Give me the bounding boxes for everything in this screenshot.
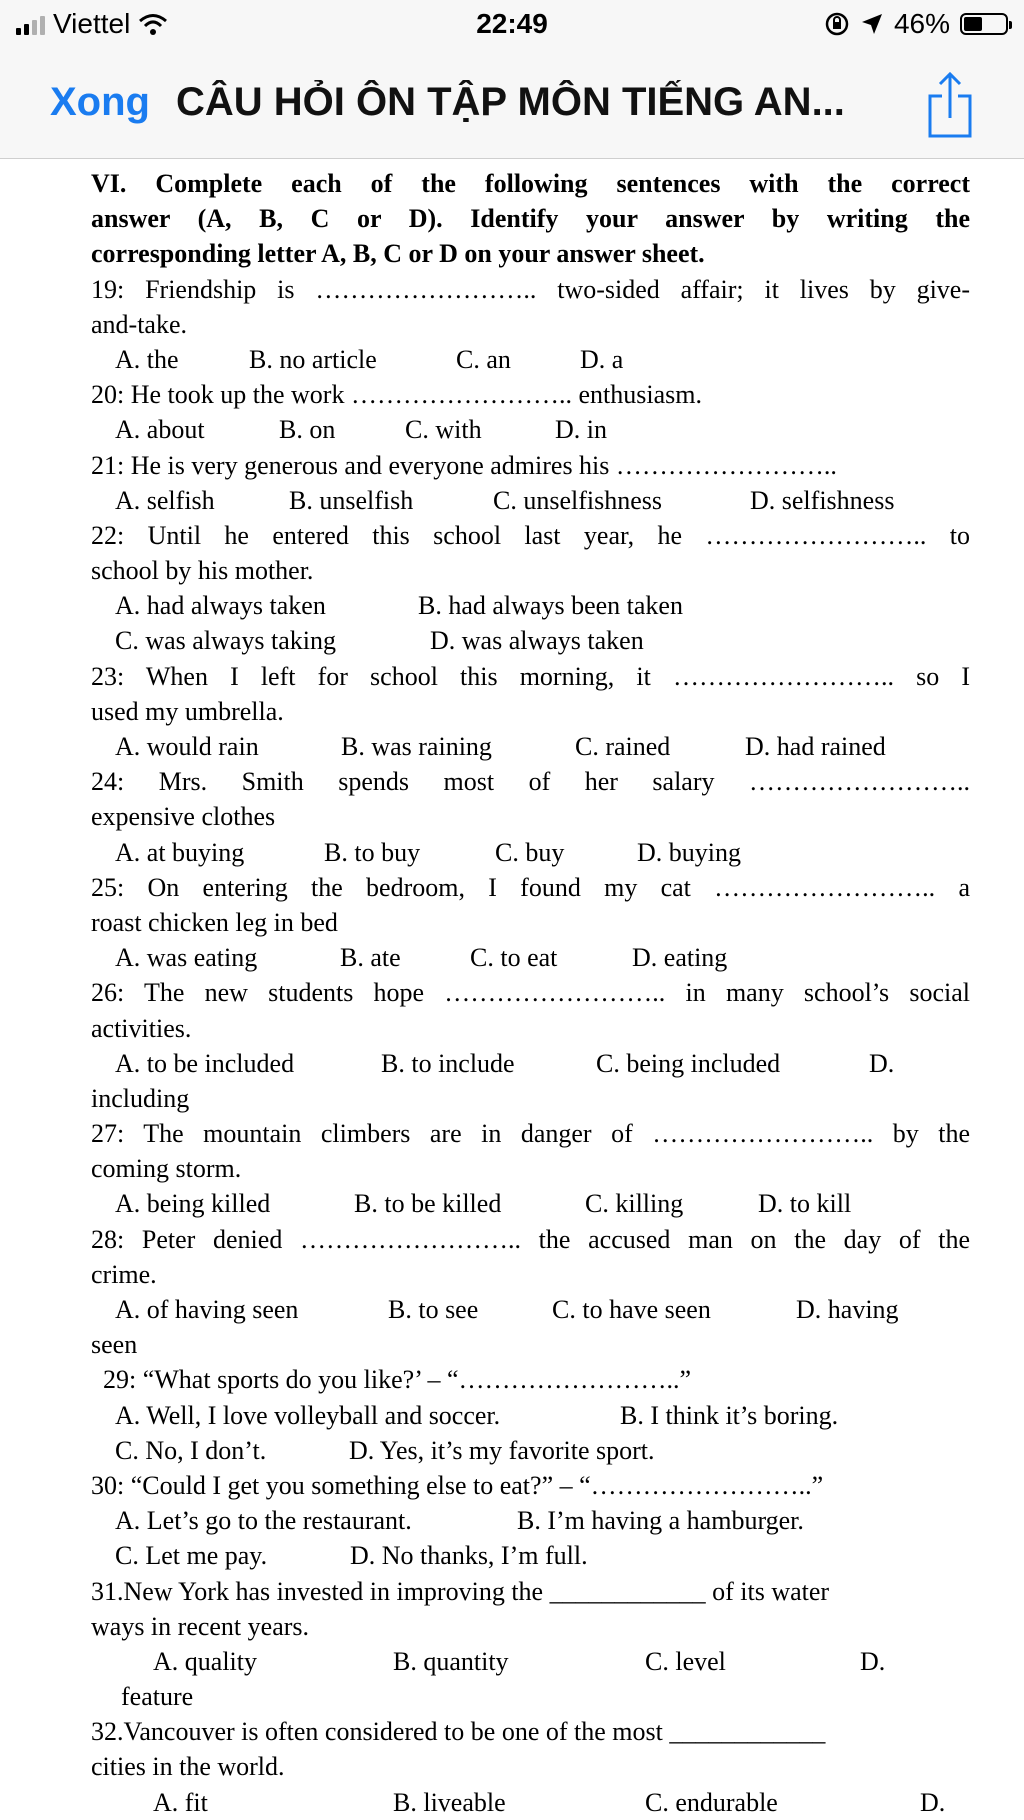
question-30: 30: “Could I get you something else to eat?” – “……………………..”	[91, 1470, 824, 1500]
option-c: C. an	[456, 344, 511, 374]
options-26	[91, 1046, 970, 1081]
question-22-cont: school by his mother.	[91, 556, 314, 586]
option-c: C. being included	[596, 1048, 781, 1078]
answer-blank: ____________	[549, 1576, 706, 1606]
instruction-line: answer (A, B, C or D). Identify your answer by writing the	[91, 204, 970, 234]
options-32	[91, 1785, 970, 1820]
option-c: C. endurable	[645, 1787, 778, 1817]
battery-percent: 46%	[893, 8, 950, 39]
option-d: D. to kill	[758, 1189, 852, 1219]
option-b: B. to be killed	[354, 1189, 502, 1219]
question-19-cont: and-take.	[91, 309, 188, 339]
option-b: B. no article	[249, 344, 377, 374]
options-27	[91, 1186, 970, 1221]
option-d: D. in	[555, 415, 607, 445]
option-a: A. at buying	[115, 837, 245, 867]
question-22: 22: Until he entered this school last year, he …………………….. to	[91, 520, 970, 550]
question-31-cont: ways in recent years.	[91, 1611, 310, 1641]
options-30	[91, 1503, 970, 1538]
options-23	[91, 729, 970, 764]
option-d: D. selfishness	[750, 485, 895, 515]
option-a: A. about	[115, 415, 205, 445]
option-b: B. was raining	[341, 732, 492, 761]
option-c: C. killing	[585, 1189, 684, 1219]
question-26-cont: activities.	[91, 1013, 192, 1043]
option-a: A. Well, I love volleyball and soccer.	[115, 1400, 501, 1430]
question-31-text-end: of its water	[712, 1576, 830, 1606]
question-32-cont: cities in the world.	[91, 1752, 285, 1782]
question-25: 25: On entering the bedroom, I found my cat …………………….. a	[91, 872, 970, 902]
done-button[interactable]: Xong	[50, 80, 150, 124]
option-d: D. a	[580, 344, 624, 374]
option-b: B. on	[279, 415, 336, 445]
answer-blank: ____________	[669, 1717, 826, 1747]
option-d: D.	[920, 1787, 946, 1817]
question-24-cont: expensive clothes	[91, 802, 276, 832]
options-22-cont	[91, 623, 970, 658]
option-a: A. Let’s go to the restaurant.	[115, 1506, 412, 1536]
option-b: B. had always been taken	[418, 591, 683, 621]
option-a: A. to be included	[115, 1048, 295, 1078]
option-c: C. Let me pay.	[115, 1541, 268, 1571]
option-d: D. had rained	[745, 732, 886, 761]
option-c: C. buy	[495, 837, 565, 867]
instruction-line: corresponding letter A, B, C or D on your answer sheet.	[91, 239, 705, 269]
options-28	[91, 1292, 970, 1327]
question-29: 29: “What sports do you like?’ – “……………………..”	[103, 1365, 692, 1395]
question-21: 21: He is very generous and everyone admires his ……………………..	[91, 450, 837, 480]
option-c: C. was always taking	[115, 626, 336, 656]
carrier-name: Viettel	[53, 8, 131, 39]
document-body	[91, 166, 970, 1820]
option-c: C. to eat	[470, 943, 558, 973]
option-b: B. to buy	[324, 837, 421, 867]
option-c: C. No, I don’t.	[115, 1435, 267, 1465]
option-d: D. eating	[632, 943, 728, 973]
option-d-cont: including	[91, 1083, 190, 1113]
options-25	[91, 940, 970, 975]
question-24: 24: Mrs. Smith spends most of her salary ……………………..	[91, 767, 970, 797]
option-c: C. rained	[575, 732, 671, 761]
option-d: D.	[869, 1048, 895, 1078]
option-a: A. would rain	[115, 732, 259, 761]
question-26: 26: The new students hope …………………….. in many school’s social	[91, 978, 970, 1008]
option-d-cont: feature	[121, 1682, 194, 1712]
option-a: A. of having seen	[115, 1295, 299, 1324]
orientation-lock-icon	[824, 11, 850, 37]
option-b: B. quantity	[393, 1646, 509, 1676]
option-d: D.	[860, 1646, 886, 1676]
options-21	[91, 483, 970, 518]
page-title: CÂU HỎI ÔN TẬP MÔN TIẾNG AN...	[176, 80, 845, 124]
battery-icon	[960, 13, 1008, 35]
question-25-cont: roast chicken leg in bed	[91, 907, 338, 937]
options-31	[91, 1644, 970, 1679]
location-arrow-icon	[860, 12, 884, 36]
question-23: 23: When I left for school this morning, it …………………….. so I	[91, 661, 970, 691]
status-right	[824, 8, 1008, 40]
option-a: A. being killed	[115, 1189, 271, 1219]
option-a: A. the	[115, 344, 179, 374]
option-b: B. ate	[340, 943, 401, 973]
option-b: B. unselfish	[289, 485, 414, 515]
question-27-cont: coming storm.	[91, 1154, 242, 1184]
option-b: B. liveable	[393, 1787, 506, 1817]
options-29-cont	[91, 1433, 970, 1468]
status-bar	[0, 0, 1024, 52]
instruction-line: VI. Complete each of the following sentences with the correct	[91, 169, 970, 198]
question-28-cont: crime.	[91, 1259, 157, 1289]
option-d: D. No thanks, I’m full.	[350, 1541, 588, 1571]
option-c: C. to have seen	[552, 1295, 711, 1324]
options-20	[91, 412, 970, 447]
question-28: 28: Peter denied …………………….. the accused man on the day of the	[91, 1224, 970, 1254]
options-30-cont	[91, 1538, 970, 1573]
question-32-text: 32.Vancouver is often considered to be one of the most	[91, 1717, 663, 1747]
navigation-bar	[0, 52, 1024, 159]
option-a: A. selfish	[115, 485, 215, 515]
share-icon[interactable]	[922, 68, 978, 140]
options-22	[91, 588, 970, 623]
option-d: D. having	[796, 1295, 899, 1324]
option-d: D. Yes, it’s my favorite sport.	[349, 1435, 655, 1465]
option-b: B. to include	[381, 1048, 515, 1078]
question-31	[91, 1574, 970, 1609]
question-27: 27: The mountain climbers are in danger of …………………….. by the	[91, 1119, 970, 1149]
option-c: C. with	[405, 415, 482, 445]
option-a: A. had always taken	[115, 591, 326, 621]
question-19: 19: Friendship is …………………….. two-sided affair; it lives by give-	[91, 274, 970, 304]
options-29	[91, 1398, 970, 1433]
option-a: A. quality	[153, 1646, 257, 1676]
option-d-cont: seen	[91, 1330, 138, 1360]
option-b: B. I think it’s boring.	[620, 1400, 839, 1430]
question-23-cont: used my umbrella.	[91, 696, 284, 726]
option-b: B. I’m having a hamburger.	[517, 1506, 804, 1536]
option-c: C. unselfishness	[493, 485, 662, 515]
clock: 22:49	[476, 8, 548, 39]
option-d: D. was always taken	[430, 626, 644, 656]
question-31-text: 31.New York has invested in improving the	[91, 1576, 544, 1606]
question-32	[91, 1714, 970, 1749]
option-a: A. was eating	[115, 943, 258, 973]
options-19	[91, 342, 970, 377]
option-a: A. fit	[153, 1787, 208, 1817]
option-b: B. to see	[388, 1295, 479, 1324]
option-c: C. level	[645, 1646, 726, 1676]
option-d: D. buying	[637, 837, 741, 867]
options-24	[91, 835, 970, 870]
question-20: 20: He took up the work …………………….. enthusiasm.	[91, 380, 702, 410]
